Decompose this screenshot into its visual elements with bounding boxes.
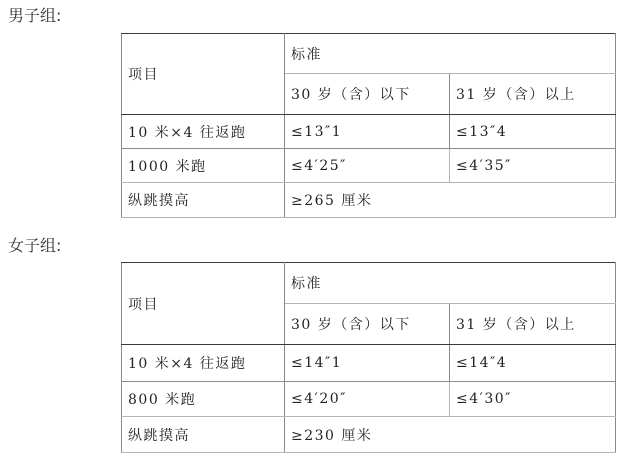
row-item-cell: 10 米×4 往返跑 bbox=[122, 115, 285, 149]
row-item-cell: 1000 米跑 bbox=[122, 149, 285, 183]
row-over-cell: ≤13″4 bbox=[450, 115, 616, 149]
header-standard-cell: 标准 bbox=[285, 263, 616, 304]
row-both-cell: ≥265 厘米 bbox=[285, 183, 616, 218]
row-item-cell: 纵跳摸高 bbox=[122, 417, 285, 453]
row-item-cell: 10 米×4 往返跑 bbox=[122, 345, 285, 382]
row-over-cell: ≤4′30″ bbox=[450, 382, 616, 417]
header-age-over-cell: 31 岁（含）以上 bbox=[450, 74, 616, 115]
men-standards-table bbox=[121, 33, 616, 218]
row-item-cell: 800 米跑 bbox=[122, 382, 285, 417]
men-group-heading: 男子组: bbox=[8, 6, 62, 25]
row-both-cell: ≥230 厘米 bbox=[285, 417, 616, 453]
header-age-over-cell: 31 岁（含）以上 bbox=[450, 304, 616, 345]
row-under-cell: ≤4′20″ bbox=[285, 382, 450, 417]
row-over-cell: ≤14″4 bbox=[450, 345, 616, 382]
row-under-cell: ≤13″1 bbox=[285, 115, 450, 149]
header-item-cell: 项目 bbox=[122, 34, 285, 115]
row-under-cell: ≤14″1 bbox=[285, 345, 450, 382]
row-under-cell: ≤4′25″ bbox=[285, 149, 450, 183]
row-item-cell: 纵跳摸高 bbox=[122, 183, 285, 218]
row-over-cell: ≤4′35″ bbox=[450, 149, 616, 183]
women-standards-table bbox=[121, 262, 616, 453]
header-age-under-cell: 30 岁（含）以下 bbox=[285, 74, 450, 115]
women-group-heading: 女子组: bbox=[8, 236, 62, 255]
header-age-under-cell: 30 岁（含）以下 bbox=[285, 304, 450, 345]
header-standard-cell: 标准 bbox=[285, 34, 616, 74]
header-item-cell: 项目 bbox=[122, 263, 285, 345]
